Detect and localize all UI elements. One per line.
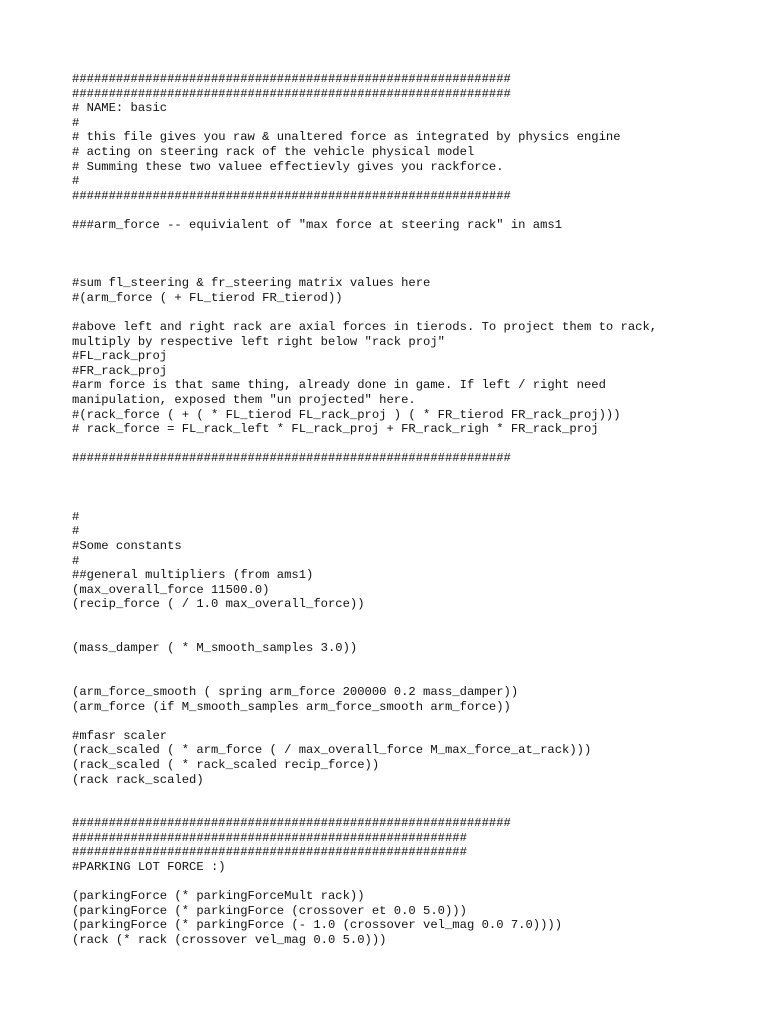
- code-line: #FR_rack_proj: [72, 363, 168, 378]
- code-line: ############################################################: [72, 72, 511, 86]
- code-line: #arm force is that same thing, already done in game. If left / right need: [72, 378, 606, 393]
- code-line: # NAME: basic: [72, 101, 168, 116]
- code-line: #sum fl_steering & fr_steering matrix values here: [72, 276, 431, 291]
- code-line: (arm_force_smooth ( spring arm_force 200000 0.2 mass_damper)): [72, 684, 519, 699]
- code-line: #above left and right rack are axial forces in tierods. To project them to rack,: [72, 320, 658, 335]
- code-line: #: [72, 509, 80, 524]
- code-line: ############################################################: [72, 86, 511, 101]
- code-line: (rack rack_scaled): [72, 772, 204, 787]
- code-line: #(rack_force ( + ( * FL_tierod FL_rack_proj ) ( * FR_tierod FR_rack_proj))): [72, 407, 621, 422]
- code-line: (rack (* rack (crossover vel_mag 0.0 5.0))): [72, 933, 387, 948]
- code-line: [72, 203, 752, 218]
- code-line: (rack_scaled ( * rack_scaled recip_force)): [72, 757, 380, 772]
- code-line: [72, 714, 752, 729]
- code-line: [72, 262, 752, 277]
- code-line: [72, 233, 752, 248]
- code-line: #: [72, 174, 80, 189]
- code-line: (parkingForce (* parkingForce (- 1.0 (crossover vel_mag 0.0 7.0)))): [72, 918, 563, 933]
- code-line: ############################################################: [72, 451, 511, 466]
- code-line: ############################################################: [72, 188, 511, 203]
- code-line: [72, 612, 752, 627]
- code-line: [72, 466, 752, 481]
- code-line: #: [72, 553, 80, 568]
- code-line: [72, 437, 752, 452]
- code-line: [72, 495, 752, 510]
- code-line: (mass_damper ( * M_smooth_samples 3.0)): [72, 641, 358, 656]
- code-line: [72, 670, 752, 685]
- code-line: [72, 656, 752, 671]
- code-line: (recip_force ( / 1.0 max_overall_force)): [72, 597, 365, 612]
- code-line: #FL_rack_proj: [72, 349, 168, 364]
- code-line: (parkingForce (* parkingForce (crossover et 0.0 5.0))): [72, 903, 467, 918]
- code-line: #PARKING LOT FORCE :): [72, 860, 226, 875]
- code-line: ######################################################: [72, 845, 467, 860]
- code-line: [72, 306, 752, 321]
- code-line: [72, 247, 752, 262]
- code-line: # acting on steering rack of the vehicle physical model: [72, 144, 475, 159]
- code-line: # this file gives you raw & unaltered force as integrated by physics engine: [72, 130, 621, 145]
- code-line: (parkingForce (* parkingForceMult rack)): [72, 889, 365, 904]
- code-line: #: [72, 524, 80, 539]
- code-line: [72, 787, 752, 802]
- code-line: ###arm_force -- equivialent of "max force at steering rack" in ams1: [72, 217, 563, 232]
- code-line: [72, 875, 752, 890]
- code-listing: [72, 72, 752, 948]
- code-line: (arm_force (if M_smooth_samples arm_force_smooth arm_force)): [72, 699, 511, 714]
- code-line: #(arm_force ( + FL_tierod FR_tierod)): [72, 290, 343, 305]
- code-line: # rack_force = FL_rack_left * FL_rack_proj + FR_rack_righ * FR_rack_proj: [72, 422, 599, 437]
- code-line: (rack_scaled ( * arm_force ( / max_overall_force M_max_force_at_rack))): [72, 743, 592, 758]
- code-line: [72, 627, 752, 642]
- code-line: ##general multipliers (from ams1): [72, 568, 314, 583]
- code-line: #: [72, 115, 80, 130]
- code-line: ############################################################: [72, 816, 511, 831]
- code-line: [72, 802, 752, 817]
- code-line: (max_overall_force 11500.0): [72, 582, 270, 597]
- code-line: #Some constants: [72, 539, 182, 553]
- code-line: ######################################################: [72, 830, 467, 845]
- code-line: # Summing these two valuee effectievly gives you rackforce.: [72, 159, 504, 174]
- code-line: [72, 481, 752, 496]
- code-line: manipulation, exposed them "un projected" here.: [72, 393, 416, 408]
- code-line: #mfasr scaler: [72, 728, 168, 743]
- code-line: multiply by respective left right below "rack proj": [72, 334, 445, 349]
